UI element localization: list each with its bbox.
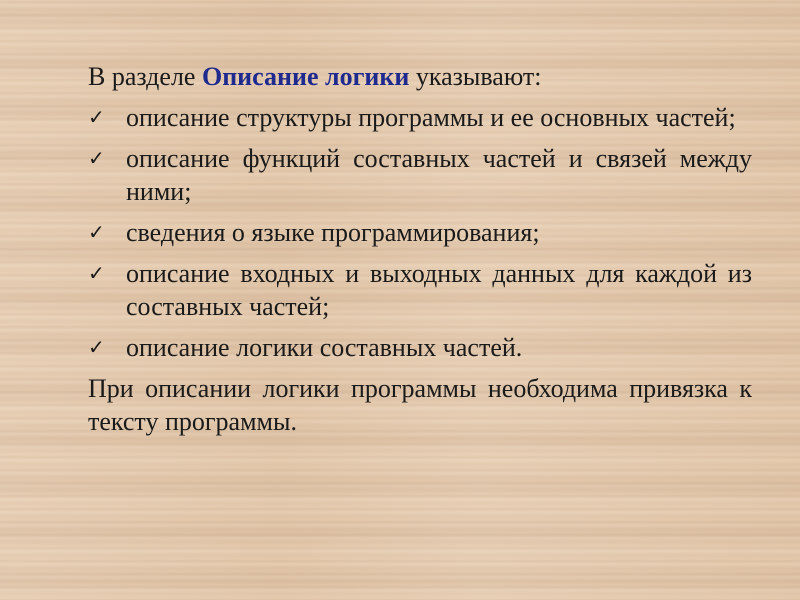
list-item-text: описание структуры программы и ее основных частей; xyxy=(126,103,736,132)
list-item-text: описание функций составных частей и связей между ними; xyxy=(126,144,752,206)
intro-prefix: В разделе xyxy=(88,62,202,91)
checkmark-icon: ✓ xyxy=(88,105,105,129)
list-item-text: сведения о языке программирования; xyxy=(126,218,540,247)
list-item-text: описание логики составных частей. xyxy=(126,333,523,362)
intro-suffix: указывают: xyxy=(409,62,542,91)
list-item xyxy=(88,257,752,323)
list-item-text: описание входных и выходных данных для каждой из составных частей; xyxy=(126,259,752,321)
checkmark-icon: ✓ xyxy=(88,146,105,170)
checkmark-icon: ✓ xyxy=(88,335,105,359)
list-item xyxy=(88,331,752,364)
section-name-emphasis: Описание логики xyxy=(201,62,410,91)
outro-paragraph: При описании логики программы необходима привязка к тексту программы. xyxy=(88,374,752,436)
list-item xyxy=(88,101,752,134)
checkmark-icon: ✓ xyxy=(88,261,105,285)
list-item xyxy=(88,216,752,249)
checklist xyxy=(88,101,752,364)
list-item xyxy=(88,142,752,208)
intro-paragraph xyxy=(88,60,752,93)
checkmark-icon: ✓ xyxy=(88,220,105,244)
slide-content xyxy=(88,60,752,438)
